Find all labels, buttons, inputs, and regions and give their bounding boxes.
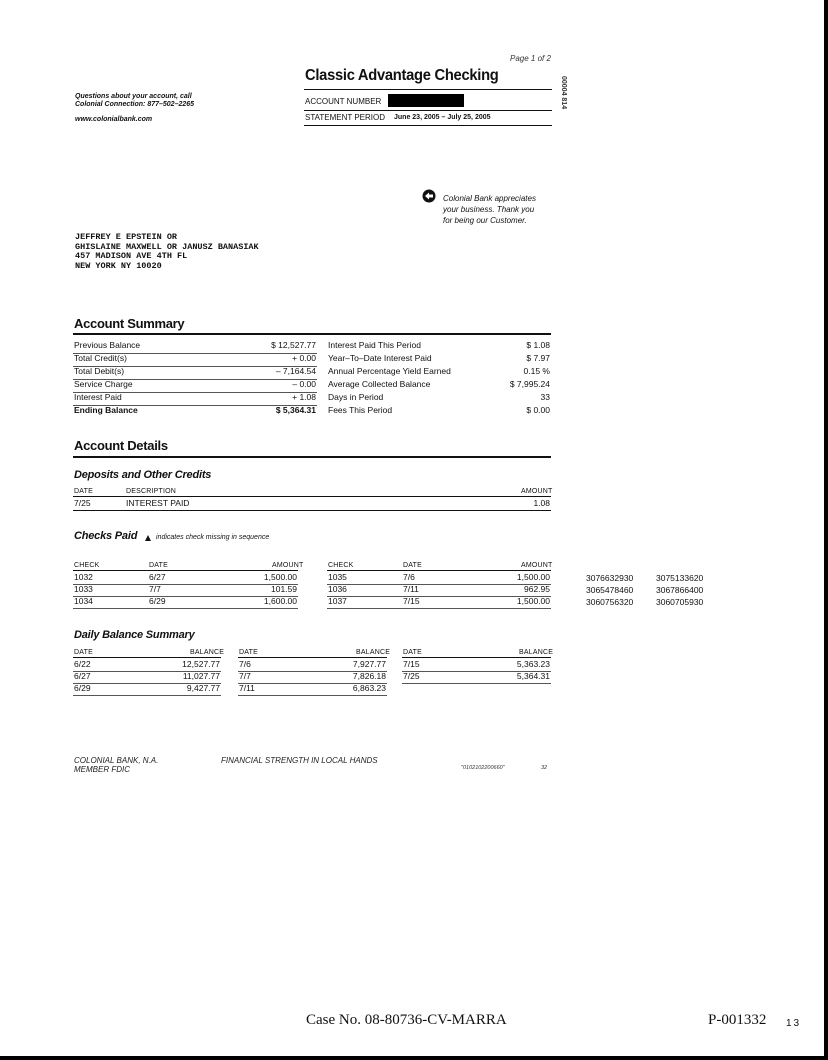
checks-note: indicates check missing in sequence — [156, 534, 270, 541]
check-row: 1032 6/27 1,500.00 — [73, 572, 298, 585]
deposits-header-rule — [73, 496, 551, 497]
checks-right-table — [327, 572, 551, 611]
bates-number: P-001332 — [708, 1012, 767, 1028]
account-details-rule — [73, 456, 551, 458]
header-rule-bottom — [304, 125, 552, 126]
checks-left-table — [73, 572, 298, 611]
daily-balance-title: Daily Balance Summary — [74, 629, 195, 641]
balance-row: 7/25 5,364.31 — [402, 671, 551, 684]
account-details-title: Account Details — [74, 438, 168, 453]
case-number: Case No. 08-80736-CV-MARRA — [306, 1012, 507, 1028]
summary-row: Interest Paid This Period $ 1.08 — [328, 340, 550, 350]
balance-col1-rule — [73, 657, 221, 658]
appreciation-message — [443, 193, 536, 226]
appreciation-line-1: Colonial Bank appreciates — [443, 194, 536, 203]
bank-info — [74, 756, 158, 774]
account-summary-rule — [73, 333, 551, 335]
reference-row: 3065478460 3067866400 — [586, 585, 704, 595]
appreciation-line-3: for being our Customer. — [443, 216, 527, 225]
deposits-bottom-rule — [73, 510, 551, 511]
checks-header-date-2: DATE — [403, 562, 422, 569]
balance-row: 6/29 9,427.77 — [73, 683, 221, 696]
checks-header-amount-2: AMOUNT — [521, 562, 553, 569]
checks-right-header-rule — [327, 570, 551, 571]
balance-col1 — [73, 659, 221, 698]
checks-header-check: CHECK — [74, 562, 100, 569]
mailing-address — [75, 233, 259, 271]
balance-row: 7/11 6,863.23 — [238, 683, 387, 696]
balance-row: 7/6 7,927.77 — [238, 659, 387, 672]
bank-website-link[interactable]: www.colonialbank.com — [75, 116, 153, 123]
summary-row: Service Charge – 0.00 — [73, 379, 317, 393]
colonial-logo-icon — [422, 189, 436, 203]
check-row: 1036 7/11 962.95 — [327, 584, 551, 597]
account-number-redacted — [388, 94, 464, 107]
balance-header-balance-2: BALANCE — [356, 649, 391, 656]
header-rule-top — [304, 89, 552, 90]
address-line-3: 457 MADISON AVE 4TH FL — [75, 251, 188, 261]
summary-row: Total Debit(s) – 7,164.54 — [73, 366, 317, 380]
balance-col3-rule — [402, 657, 551, 658]
balance-row: 6/22 12,527.77 — [73, 659, 221, 672]
reference-row: 3060756320 3060705930 — [586, 597, 704, 607]
deposit-row: 7/25 INTEREST PAID 1.08 — [74, 498, 550, 508]
check-reference-numbers — [586, 572, 703, 608]
deposits-header-amount: AMOUNT — [521, 488, 553, 495]
balance-col2 — [238, 659, 387, 698]
header-rule-mid — [304, 110, 552, 111]
check-row: 1035 7/6 1,500.00 — [327, 572, 551, 585]
balance-header-balance-3: BALANCE — [519, 649, 554, 656]
summary-row: Interest Paid + 1.08 — [73, 392, 317, 406]
contact-line-1: Questions about your account, call — [75, 93, 192, 100]
balance-header-date-3: DATE — [403, 649, 422, 656]
statement-period-label: STATEMENT PERIOD — [305, 113, 386, 122]
summary-row-ending-balance: Ending Balance $ 5,364.31 — [74, 405, 316, 415]
summary-row: Year–To–Date Interest Paid $ 7.97 — [328, 353, 550, 363]
summary-row: Annual Percentage Yield Earned 0.15 % — [328, 366, 550, 376]
appreciation-line-2: your business. Thank you — [443, 205, 535, 214]
summary-row: Total Credit(s) + 0.00 — [73, 353, 317, 367]
footer-code-2: 32 — [541, 765, 548, 771]
balance-col3 — [402, 659, 551, 686]
account-summary-left — [73, 340, 317, 420]
deposits-header-description: DESCRIPTION — [126, 488, 177, 495]
bank-name: COLONIAL BANK, N.A. — [74, 756, 159, 765]
deposits-title: Deposits and Other Credits — [74, 469, 212, 481]
summary-row: Days in Period 33 — [328, 392, 550, 402]
missing-check-triangle-icon — [145, 535, 151, 541]
side-code: 00004 814 — [560, 76, 567, 110]
check-row: 1034 6/29 1,600.00 — [73, 596, 298, 609]
balance-col2-rule — [238, 657, 387, 658]
summary-row: Average Collected Balance $ 7,995.24 — [328, 379, 550, 389]
check-row: 1037 7/15 1,500.00 — [327, 596, 551, 609]
balance-row: 7/7 7,826.18 — [238, 671, 387, 684]
contact-phone[interactable]: Colonial Connection: 877–502–2265 — [75, 101, 195, 108]
balance-header-date-1: DATE — [74, 649, 93, 656]
account-summary-right — [327, 340, 551, 420]
balance-header-balance-1: BALANCE — [190, 649, 225, 656]
deposits-header-date: DATE — [74, 488, 93, 495]
checks-left-header-rule — [73, 570, 298, 571]
account-summary-title: Account Summary — [74, 316, 185, 331]
address-line-1: JEFFREY E EPSTEIN OR — [75, 232, 178, 242]
address-line-4: NEW YORK NY 10020 — [75, 260, 162, 271]
balance-header-date-2: DATE — [239, 649, 258, 656]
account-number-label: ACCOUNT NUMBER — [305, 97, 382, 106]
bank-member-fdic: MEMBER FDIC — [74, 765, 130, 774]
summary-row: Previous Balance $ 12,527.77 — [73, 340, 317, 354]
summary-row: Fees This Period $ 0.00 — [328, 405, 550, 415]
check-row: 1033 7/7 101.59 — [73, 584, 298, 597]
page-mark: 13 — [786, 1018, 802, 1029]
product-title: Classic Advantage Checking — [305, 67, 499, 84]
balance-row: 6/27 11,027.77 — [73, 671, 221, 684]
reference-row: 3076632930 3075133620 — [586, 573, 704, 583]
bank-slogan: FINANCIAL STRENGTH IN LOCAL HANDS — [221, 756, 378, 765]
checks-paid-title: Checks Paid — [74, 530, 138, 542]
balance-row: 7/15 5,363.23 — [402, 659, 551, 672]
page-label: Page 1 of 2 — [510, 54, 551, 63]
checks-header-date: DATE — [149, 562, 168, 569]
footer-code: "0102102200660" — [461, 765, 505, 771]
checks-header-amount: AMOUNT — [272, 562, 304, 569]
statement-period-value: June 23, 2005 – July 25, 2005 — [394, 114, 491, 121]
address-line-2: GHISLAINE MAXWELL OR JANUSZ BANASIAK — [75, 241, 259, 252]
checks-header-check-2: CHECK — [328, 562, 354, 569]
